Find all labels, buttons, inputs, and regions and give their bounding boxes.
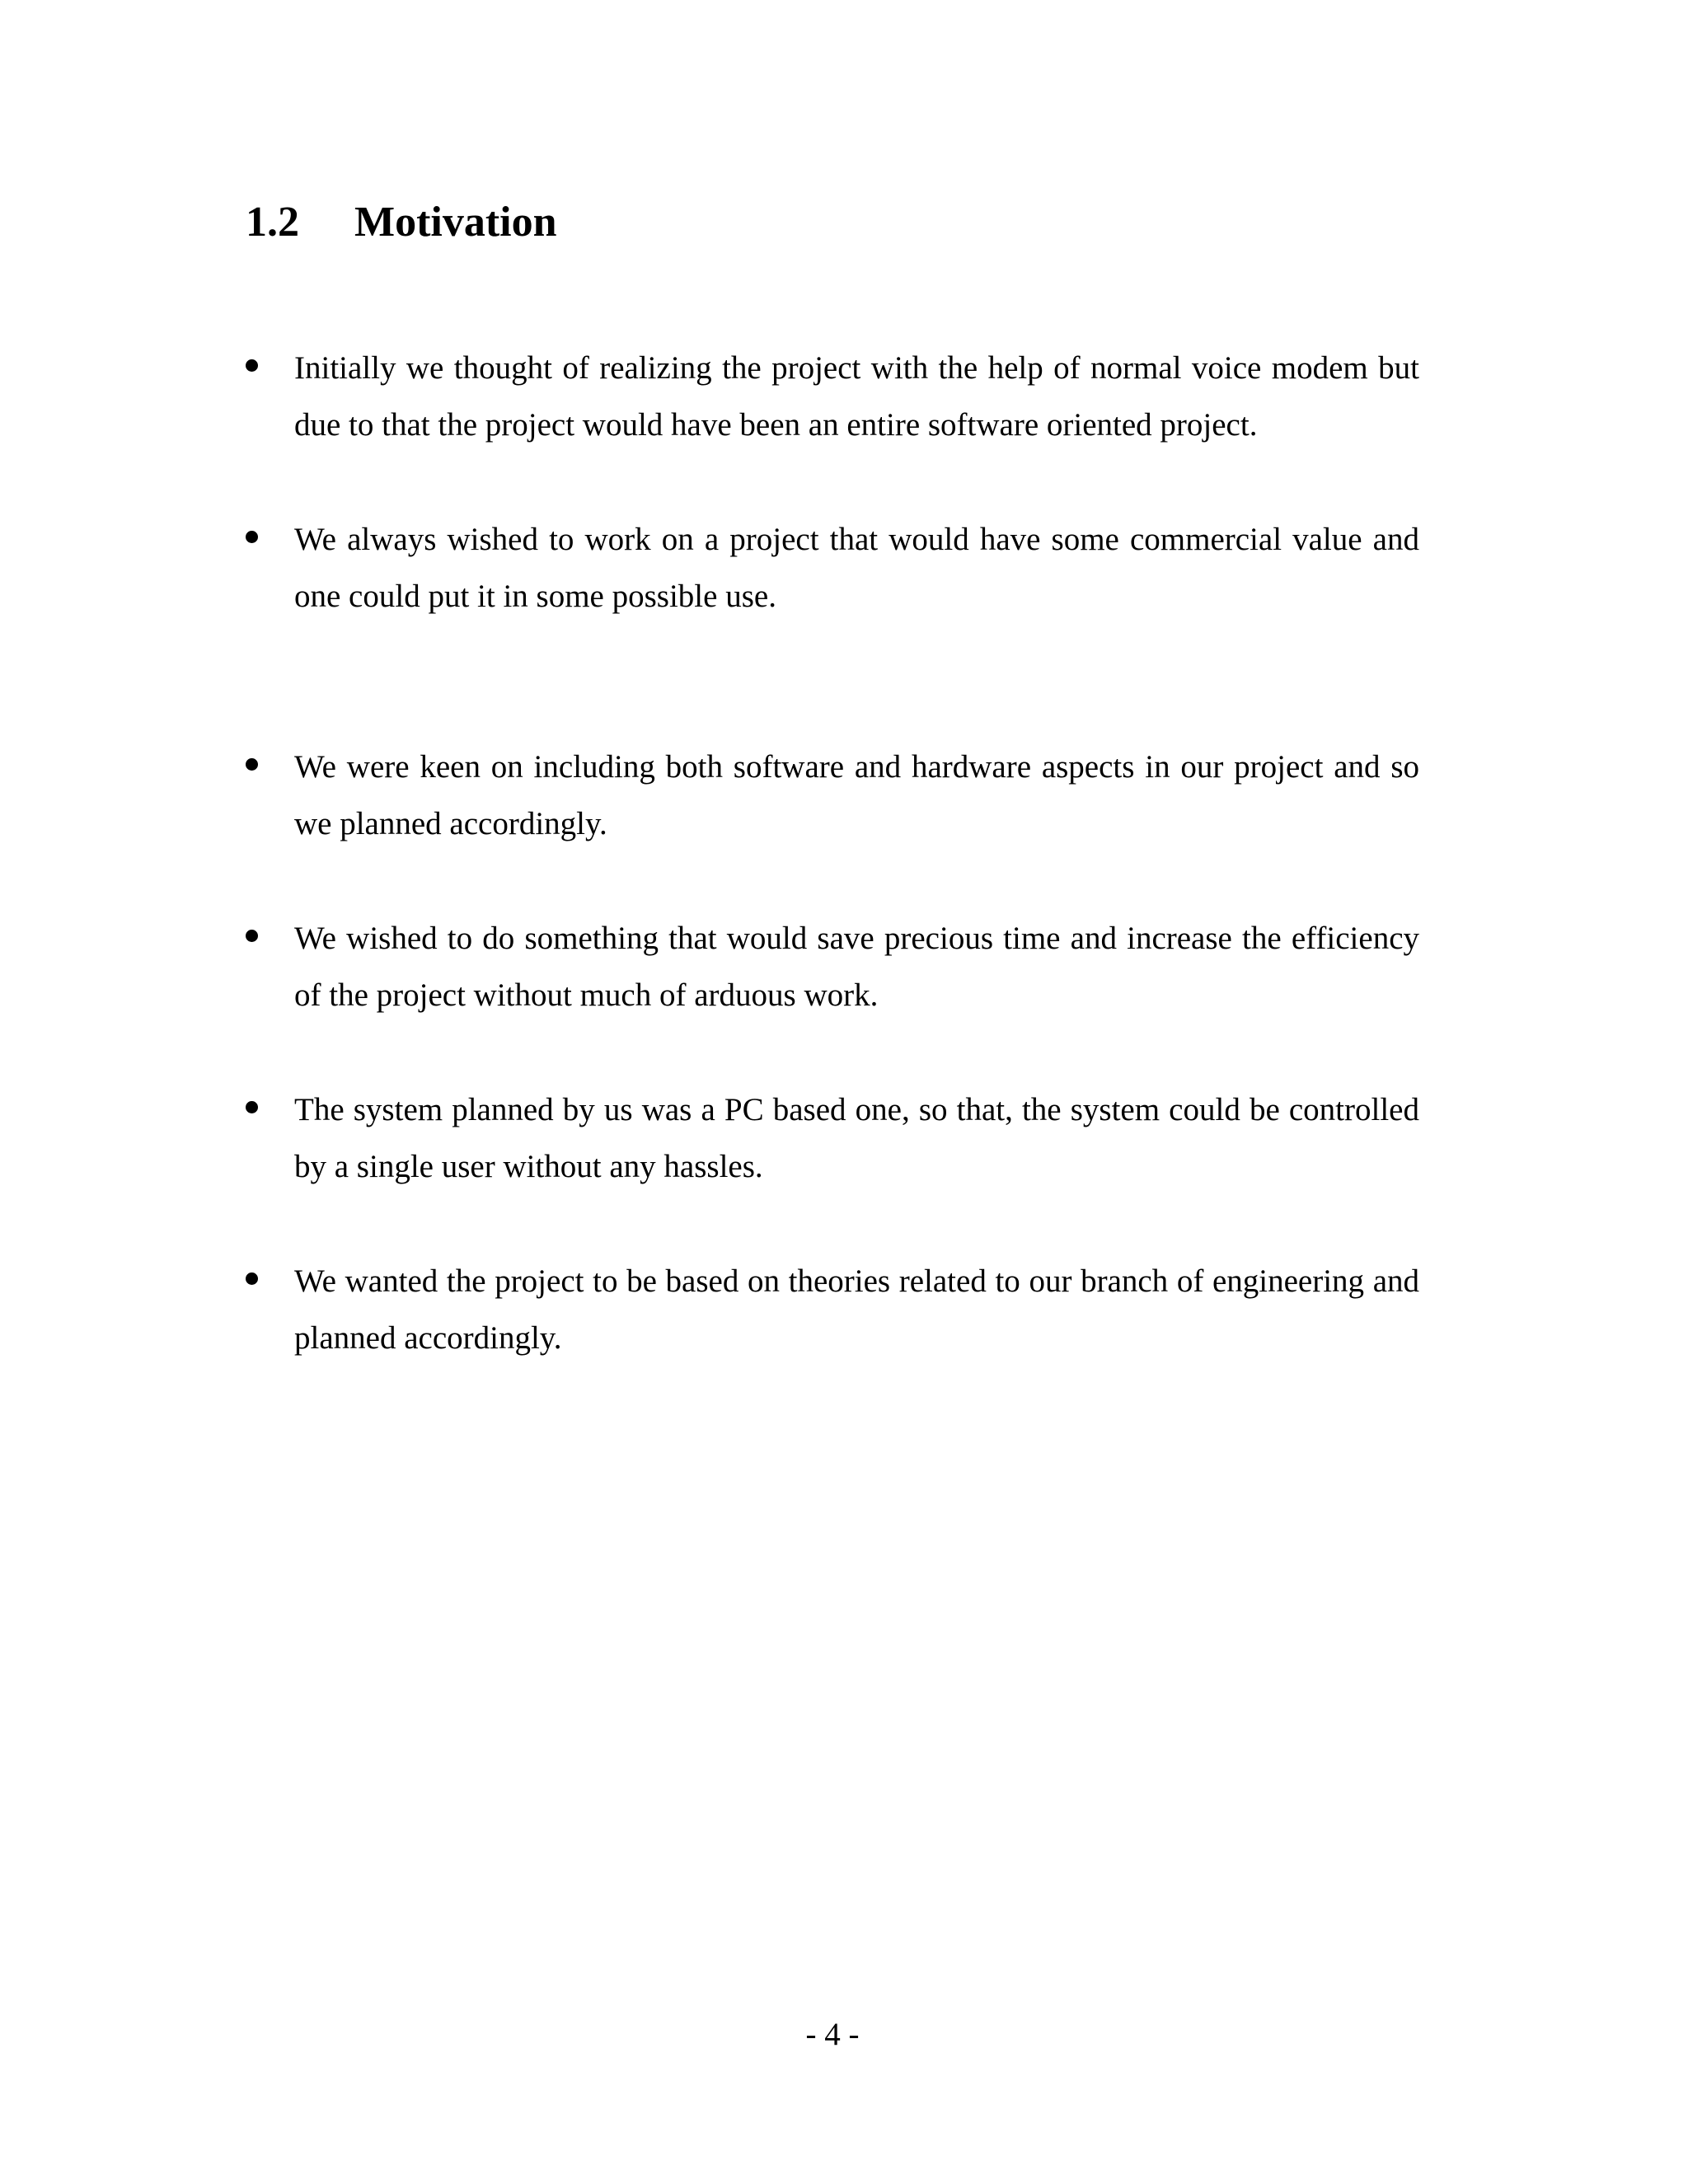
- bullet-text: Initially we thought of realizing the project with the help of normal voice modem but due to that the project would have been an entire software oriented project.: [294, 350, 1419, 443]
- section-heading: [246, 194, 557, 251]
- bullet-text: We wanted the project to be based on theories related to our branch of engineering and planned accordingly.: [294, 1263, 1419, 1356]
- bullet-icon: [246, 930, 258, 942]
- bullet-icon: [246, 531, 258, 543]
- section-number: 1.2: [246, 199, 299, 246]
- section-title: Motivation: [354, 199, 557, 246]
- page-number: - 4 -: [805, 2017, 860, 2052]
- bullet-icon: [246, 359, 258, 372]
- bullet-text: The system planned by us was a PC based one, so that, the system could be controlled by a single user without any hassles.: [294, 1092, 1419, 1184]
- bullet-icon: [246, 1272, 258, 1285]
- bullet-icon: [246, 758, 258, 771]
- bullet-icon: [246, 1101, 258, 1113]
- bullet-text: We were keen on including both software and hardware aspects in our project and so we planned accordingly.: [294, 749, 1419, 841]
- bullet-text: We wished to do something that would save precious time and increase the efficiency of the project without much of arduous work.: [294, 921, 1419, 1013]
- bullet-text: We always wished to work on a project that would have some commercial value and one could put it in some possible use.: [294, 522, 1419, 614]
